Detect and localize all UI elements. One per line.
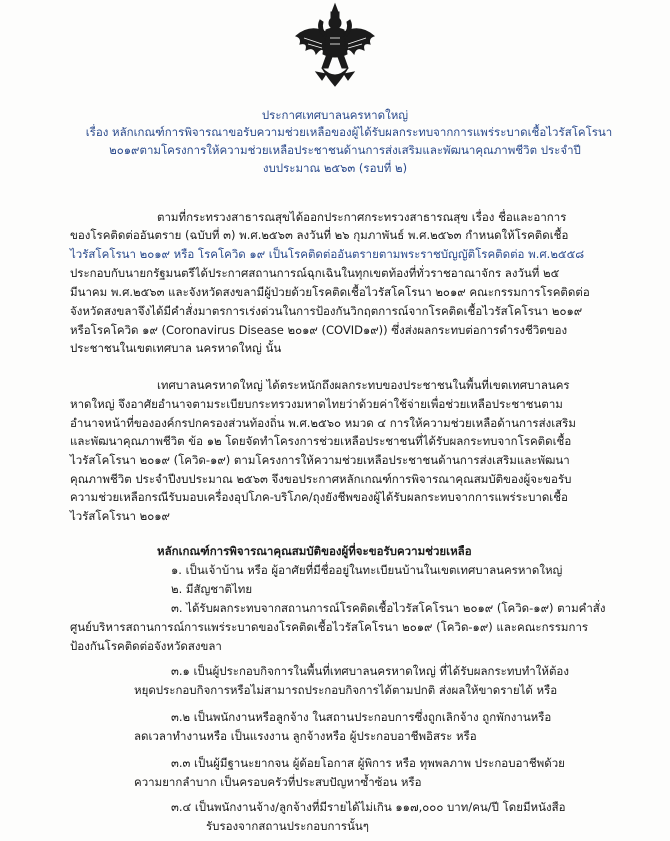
criterion-3-3-line-1: ๓.๓ เป็นผู้มีฐานะยากจน ผู้ด้อยโอกาส ผู้พิการ หรือ ทุพพลภาพ ประกอบอาชีพด้วย [171, 756, 565, 770]
criterion-3-line-1: ๓. ได้รับผลกระทบจากสถานการณ์โรคติดเชื้อไวรัสโคโรนา ๒๐๑๙ (โควิด-๑๙) ตามคำสั่ง [171, 601, 606, 615]
issuer-title: ประกาศเทศบาลนครหาดใหญ่ [261, 108, 409, 122]
para1-line-6: จังหวัดสงขลาจึงได้มีคำสั่งมาตรการเร่งด่วนในการป้องกันวิกฤตการณ์จากโรคติดเชื้อไวรัสโคโรนา ๒๐๑๙ [70, 304, 583, 318]
criterion-3-4-line-2: รับรองจากสถานประกอบการนั้นๆ [206, 819, 369, 833]
subject-line-2: ๒๐๑๙ตามโครงการให้ความช่วยเหลือประชาชนด้านการส่งเสริมและพัฒนาคุณภาพชีวิต ประจำปี [109, 143, 581, 157]
garuda-emblem [292, 2, 378, 92]
criterion-2: ๒. มีสัญชาติไทย [171, 582, 253, 596]
para1-line-3: ไวรัสโคโรนา ๒๐๑๙ หรือ โรคโควิด ๑๙ เป็นโรคติดต่ออันตรายตามพระราชบัญญัติโรคติดต่อ พ.ศ.๒๕๕๘ [70, 247, 585, 261]
para2-line-8: ไวรัสโคโรนา ๒๐๑๙ [70, 509, 170, 523]
para2-line-3: อำนาจหน้าที่ขององค์กรปกครองส่วนท้องถิ่น พ.ศ.๒๕๖๐ หมวด ๔ การให้ความช่วยเหลือด้านการส่งเสริม [70, 416, 576, 430]
criterion-3-1-line-1: ๓.๑ เป็นผู้ประกอบกิจการในพื้นที่เทศบาลนครหาดใหญ่ ที่ได้รับผลกระทบทำให้ต้อง [171, 664, 569, 678]
para1-line-8: ประชาชนในเขตเทศบาล นครหาดใหญ่ นั้น [70, 341, 282, 355]
para1-line-7: หรือโรคโควิด ๑๙ (Coronavirus Disease ๒๐๑๙ (COVID๑๙)) ซึ่งส่งผลกระทบต่อการดำรงชีวิตของ [70, 323, 568, 337]
para2-line-7: ความช่วยเหลือกรณีรับมอบเครื่องอุปโภค-บริโภค/ถุงยังชีพของผู้ได้รับผลกระทบจากการแพร่ระบาดเชื้อ [70, 490, 568, 504]
criterion-3-3-line-2: ความยากลำบาก เป็นครอบครัวที่ประสบปัญหาซ้ำซ้อน หรือ [134, 775, 422, 789]
subject-line-3: งบประมาณ ๒๕๖๓ (รอบที่ ๒) [262, 161, 408, 175]
para1-line-2: ของโรคติดต่ออันตราย (ฉบับที่ ๓) พ.ศ.๒๕๖๓ ลงวันที่ ๒๖ กุมภาพันธ์ พ.ศ.๒๕๖๓ กำหนดให้โรคติดเชื้อ [70, 228, 569, 242]
para2-line-2: หาดใหญ่ จึงอาศัยอำนาจตามระเบียบกระทรวงมหาดไทยว่าด้วยค่าใช้จ่ายเพื่อช่วยเหลือประชาชนตาม [70, 397, 563, 411]
criterion-1: ๑. เป็นเจ้าบ้าน หรือ ผู้อาศัยที่มีชื่ออยู่ในทะเบียนบ้านในเขตเทศบาลนครหาดใหญ่ [171, 563, 563, 577]
criterion-3-4-line-1: ๓.๔ เป็นพนักงานจ้าง/ลูกจ้างที่มีรายได้ไม่เกิน ๑๑๗,๐๐๐ บาท/คน/ปี โดยมีหนังสือ [171, 800, 566, 814]
para2-line-5: ไวรัสโคโรนา ๒๐๑๙ (โควิด-๑๙) ตามโครงการให้ความช่วยเหลือประชาชนด้านการส่งเสริมและพัฒนา [70, 453, 570, 467]
para2-line-4: และพัฒนาคุณภาพชีวิต ข้อ ๑๒ โดยจัดทำโครงการช่วยเหลือประชาชนที่ได้รับผลกระทบจากโรคติดเชื้อ [70, 434, 572, 448]
criterion-3-line-2: ศูนย์บริหารสถานการณ์การแพร่ระบาดของโรคติดเชื้อไวรัสโคโรนา ๒๐๑๙ (โควิด-๑๙) และคณะกรรมการ [70, 620, 589, 634]
para1-line-5: มีนาคม พ.ศ.๒๕๖๓ และจังหวัดสงขลามีผู้ป่วยด้วยโรคติดเชื้อไวรัสโคโรนา ๒๐๑๙ คณะกรรมการโรคติดต่อ [70, 285, 590, 299]
criterion-3-2-line-1: ๓.๒ เป็นพนักงานหรือลูกจ้าง ในสถานประกอบการซึ่งถูกเลิกจ้าง ถูกพักงานหรือ [171, 710, 552, 724]
criterion-3-2-line-2: ลดเวลาทำงานหรือ เป็นแรงงาน ลูกจ้างหรือ ผู้ประกอบอาชีพอิสระ หรือ [134, 729, 477, 743]
criterion-3-1-line-2: หยุดประกอบกิจการหรือไม่สามารถประกอบกิจการได้ตามปกติ ส่งผลให้ขาดรายได้ หรือ [134, 683, 558, 697]
criteria-heading: หลักเกณฑ์การพิจารณาคุณสมบัติของผู้ที่จะขอรับความช่วยเหลือ [157, 544, 472, 558]
para1-line-4: ประกอบกับนายกรัฐมนตรีได้ประกาศสถานการณ์ฉุกเฉินในทุกเขตท้องที่ทั่วราชอาณาจักร ลงวันที่ ๒๕ [70, 266, 560, 280]
criterion-3-line-3: ป้องกันโรคติดต่อจังหวัดสงขลา [70, 639, 222, 653]
subject-line-1: เรื่อง หลักเกณฑ์การพิจารณาขอรับความช่วยเหลือของผู้ได้รับผลกระทบจากการแพร่ระบาดเชื้อไวรัสโคโรนา [85, 125, 613, 139]
para2-line-6: คุณภาพชีวิต ประจำปีงบประมาณ ๒๕๖๓ จึงขอประกาศหลักเกณฑ์การพิจารณาคุณสมบัติของผู้จะขอรับ [70, 472, 572, 486]
para1-line-1: ตามที่กระทรวงสาธารณสุขได้ออกประกาศกระทรวงสาธารณสุข เรื่อง ชื่อและอาการ [157, 210, 567, 224]
para2-line-1: เทศบาลนครหาดใหญ่ ได้ตระหนักถึงผลกระทบของประชาชนในพื้นที่เขตเทศบาลนคร [157, 378, 570, 392]
